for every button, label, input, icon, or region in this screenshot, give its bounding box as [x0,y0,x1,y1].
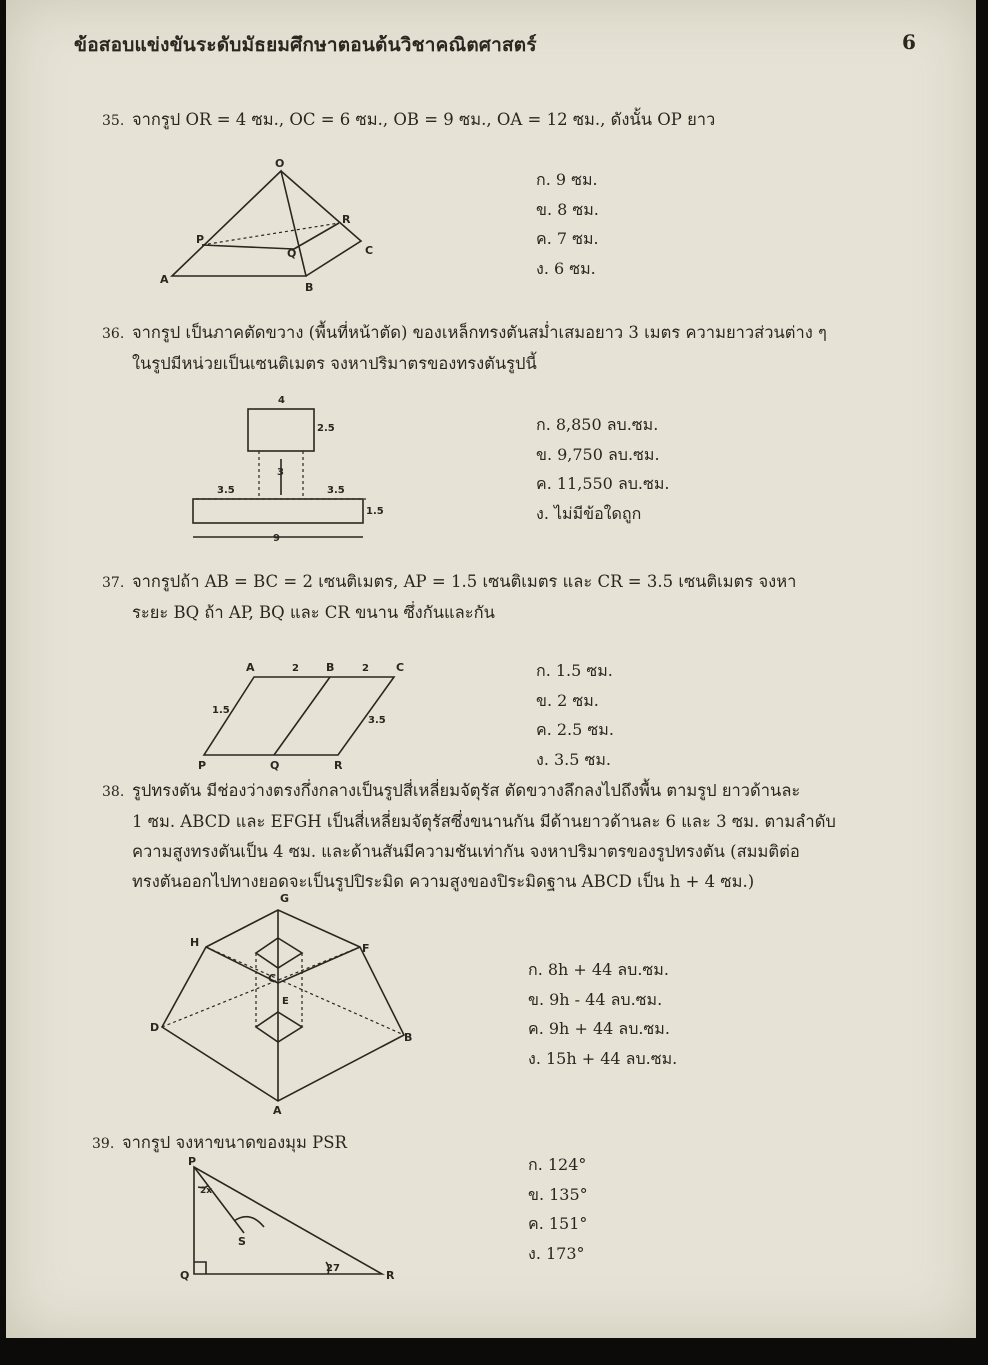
choice-d[interactable]: ง. 3.5 ซม. [536,749,612,769]
label-R: R [342,213,351,226]
label-B: B [326,661,335,674]
label-A: A [160,273,169,286]
choice-a[interactable]: ก. 124° [528,1155,587,1174]
label-AP-length: 1.5 [212,705,230,716]
label-angle-P: 2x [200,1186,213,1196]
q37-choices [536,656,614,774]
label-R: R [334,759,343,772]
q39-triangle-figure [176,1155,406,1285]
hole-top [256,938,302,968]
choice-a[interactable]: ก. 8h + 44 ลบ.ซม. [528,960,669,979]
segment-BQ [274,677,330,755]
dim-stem: 3 [277,467,284,478]
question-number: 37. [102,575,125,591]
label-angle-R: 27 [326,1263,340,1274]
question-text-line2: 1 ซม. ABCD และ EFGH เป็นสี่เหลี่ยมจัตุรัสซึ่งขนานกัน มีด้านยาวด้านละ 6 และ 3 ซม. ตามลำดับ [132,812,836,831]
page-number: 6 [902,30,916,54]
choice-d[interactable]: ง. ไม่มีข้อใดถูก [536,503,642,523]
page-header-title: ข้อสอบแข่งขันระดับมัธยมศึกษาตอนต้นวิชาคณิตศาสตร์ [74,34,537,56]
question-text-line4: ทรงตันออกไปทางยอดจะเป็นรูปปิระมิด ความสูงของปิระมิดฐาน ABCD เป็น h + 4 ซม.) [132,872,755,891]
choice-c[interactable]: ค. 2.5 ซม. [536,720,614,739]
question-text-line1: จากรูปถ้า AB = BC = 2 เซนติเมตร, AP = 1.5 เซนติเมตร และ CR = 3.5 เซนติเมตร จงหา [132,572,797,591]
choice-b[interactable]: ข. 8 ซม. [536,199,599,219]
label-F: F [362,942,370,955]
label-C: C [268,972,277,985]
choice-a[interactable]: ก. 1.5 ซม. [536,661,613,680]
choice-c[interactable]: ค. 151° [528,1214,588,1233]
question-number: 38. [102,784,125,800]
choice-b[interactable]: ข. 9h - 44 ลบ.ซม. [528,989,663,1009]
label-Q: Q [270,759,280,772]
hole-bottom [256,1012,302,1042]
right-angle-mark [194,1262,206,1274]
choice-b[interactable]: ข. 9,750 ลบ.ซม. [536,444,660,464]
label-G: G [280,892,290,905]
label-D: D [150,1021,160,1034]
choice-d[interactable]: ง. 6 ซม. [536,258,596,278]
question-number: 39. [92,1136,115,1152]
question-text-line1: จากรูป เป็นภาคตัดขวาง (พื้นที่หน้าตัด) ของเหล็กทรงตันสม่ำเสมอยาว 3 เมตร ความยาวส่วนต่าง ๆ [132,323,827,342]
q38-frustum-figure [146,890,426,1120]
dim-height-top: 2.5 [317,423,335,434]
choice-c[interactable]: ค. 11,550 ลบ.ซม. [536,474,670,493]
q35-pyramid-figure [156,155,386,295]
label-R: R [386,1269,395,1282]
choice-d[interactable]: ง. 15h + 44 ลบ.ซม. [528,1048,678,1068]
dim-right: 3.5 [327,485,345,496]
question-38 [102,776,836,897]
question-text-line2: ระยะ BQ ถ้า AP, BQ และ CR ขนาน ซึ่งกันและกัน [132,603,495,622]
q38-choices [528,955,677,1073]
label-E: E [282,996,289,1007]
label-BC-length: 2 [362,663,369,674]
question-36 [102,318,827,379]
triangle-PQR [194,1167,382,1274]
label-B: B [404,1031,413,1044]
choice-a[interactable]: ก. 9 ซม. [536,170,598,189]
label-P: P [198,759,207,772]
q36-cross-section-figure [181,395,391,545]
choice-d[interactable]: ง. 173° [528,1243,585,1263]
q36-choices [536,410,669,528]
question-37 [102,567,796,628]
label-P: P [188,1155,197,1168]
diag-D-F [162,947,360,1027]
question-text-line1: รูปทรงตัน มีช่องว่างตรงกึ่งกลางเป็นรูปสี่เหลี่ยมจัตุรัส ตัดขวางลึกลงไปถึงพื้น ตามรูป ยาวด้านละ [132,781,801,800]
label-C: C [365,244,374,257]
label-Q: Q [180,1269,190,1282]
choice-b[interactable]: ข. 135° [528,1184,588,1204]
top-block [248,409,314,451]
diag-H-B [206,947,404,1035]
label-CR-length: 3.5 [368,715,386,726]
label-P: P [196,233,205,246]
q35-choices [536,165,599,283]
segment-PQ [202,245,294,249]
dim-base-width: 9 [273,533,280,544]
label-B: B [305,281,314,294]
base-plate [193,499,363,523]
question-text: จากรูป จงหาขนาดของมุม PSR [122,1133,347,1152]
q39-choices [528,1150,588,1268]
question-text: จากรูป OR = 4 ซม., OC = 6 ซม., OB = 9 ซม., OA = 12 ซม., ดังนั้น OP ยาว [132,110,716,129]
choice-a[interactable]: ก. 8,850 ลบ.ซม. [536,415,659,434]
dim-top: 4 [278,395,285,406]
label-Q: Q [287,247,297,260]
choice-b[interactable]: ข. 2 ซม. [536,690,599,710]
dim-left: 3.5 [217,485,235,496]
q37-parallel-figure [196,655,416,775]
question-text-line2: ในรูปมีหน่วยเป็นเซนติเมตร จงหาปริมาตรของทรงตันรูปนี้ [132,354,537,373]
question-number: 35. [102,113,125,129]
label-O: O [275,157,285,170]
label-S: S [238,1235,246,1248]
label-C: C [396,661,405,674]
segment-PS [194,1167,244,1233]
question-35 [102,105,715,136]
exam-page [6,0,976,1338]
label-A: A [246,661,255,674]
dim-base-height: 1.5 [366,506,384,517]
question-text-line3: ความสูงทรงตันเป็น 4 ซม. และด้านสันมีความชันเท่ากัน จงหาปริมาตรของรูปทรงตัน (สมมติต่อ [132,842,800,861]
label-A: A [273,1104,282,1117]
label-AB-length: 2 [292,663,299,674]
face-OAB [172,171,306,276]
label-H: H [190,936,200,949]
quadrilateral [204,677,394,755]
choice-c[interactable]: ค. 7 ซม. [536,229,599,248]
choice-c[interactable]: ค. 9h + 44 ลบ.ซม. [528,1019,670,1038]
question-number: 36. [102,326,125,342]
